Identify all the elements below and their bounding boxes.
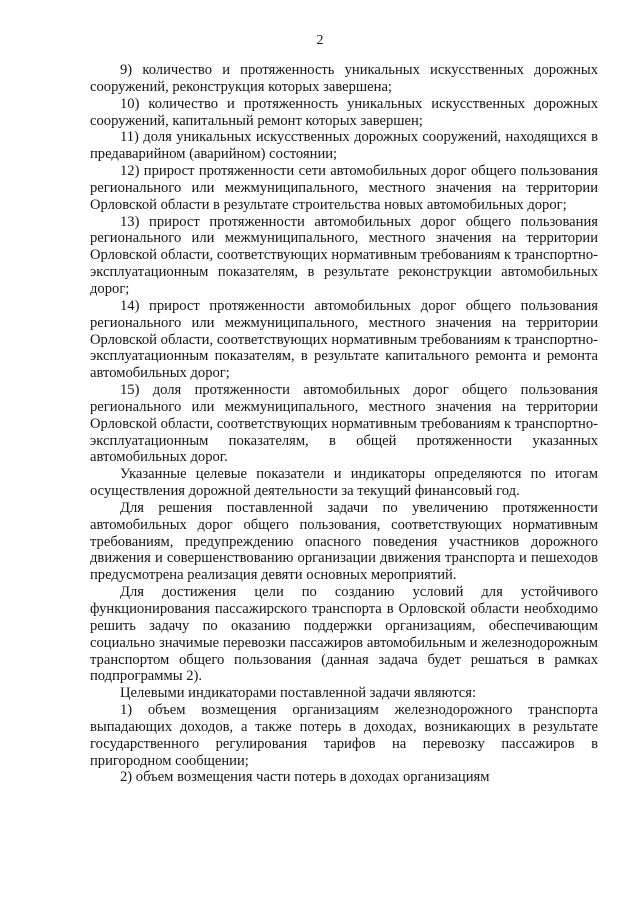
body-text <box>90 62 598 786</box>
paragraph-item-10: 10) количество и протяженность уникальных искусственных дорожных сооружений, капитальный ремонт которых завершен; <box>90 95 598 129</box>
paragraph-item-13: 13) прирост протяженности автомобильных дорог общего пользования регионального или межмуниципального, местного значения на территории Орловской области, соответствующих нормативным требованиям к транспортно-эксплуатационным показателям, в результате реконструкции автомобильных дорог; <box>90 213 598 297</box>
paragraph-item-11: 11) доля уникальных искусственных дорожных сооружений, находящихся в предаварийном (аварийном) состоянии; <box>90 129 598 163</box>
paragraph-item-9: 9) количество и протяженность уникальных искусственных дорожных сооружений, реконструкция которых завершена; <box>90 62 598 95</box>
paragraph-item-14: 14) прирост протяженности автомобильных дорог общего пользования регионального или межмуниципального, местного значения на территории Орловской области, соответствующих нормативным требованиям к транспортно-эксплуатационным показателям, в результате капитального ремонта и ремонта автомобильных дорог; <box>90 297 598 382</box>
paragraph-road-measures: Для решения поставленной задачи по увеличению протяженности автомобильных дорог общего пользования, соответствующих нормативным требованиям, предупреждению опасного поведения участников дорожного движения и совершенствованию организации движения транспорта и пешеходов предусмотрена реализация девяти основных мероприятий. <box>90 499 598 584</box>
paragraph-indicator-2: 2) объем возмещения части потерь в доходах организациям <box>120 769 490 786</box>
paragraph-indicator-1: 1) объем возмещения организациям железнодорожного транспорта выпадающих доходов, а также потерь в доходах, возникающих в результате государственного регулирования тарифов на перевозку пассажиров в пригородном сообщении; <box>90 702 598 769</box>
paragraph-item-15: 15) доля протяженности автомобильных дорог общего пользования регионального или межмуниципального, местного значения на территории Орловской области, соответствующих нормативным требованиям к транспортно-эксплуатационным показателям, в общей протяженности указанных автомобильных дорог. <box>90 382 598 466</box>
paragraph-item-12: 12) прирост протяженности сети автомобильных дорог общего пользования регионального или межмуниципального, местного значения на территории Орловской области в результате строительства новых автомобильных дорог; <box>90 163 598 213</box>
paragraph-indicators-note: Указанные целевые показатели и индикаторы определяются по итогам осуществления дорожной деятельности за текущий финансовый год. <box>90 466 598 500</box>
page-number: 2 <box>316 33 324 48</box>
paragraph-transport-goal: Для достижения цели по созданию условий для устойчивого функционирования пассажирского транспорта в Орловской области необходимо решить задачу по оказанию поддержки организациям, обеспечивающим социально значимые перевозки пассажиров автомобильным и железнодорожным транспортом общего пользования (данная задача будет решаться в рамках подпрограммы 2). <box>90 584 598 685</box>
paragraph-target-indicators-heading: Целевыми индикаторами поставленной задачи являются: <box>120 685 477 702</box>
